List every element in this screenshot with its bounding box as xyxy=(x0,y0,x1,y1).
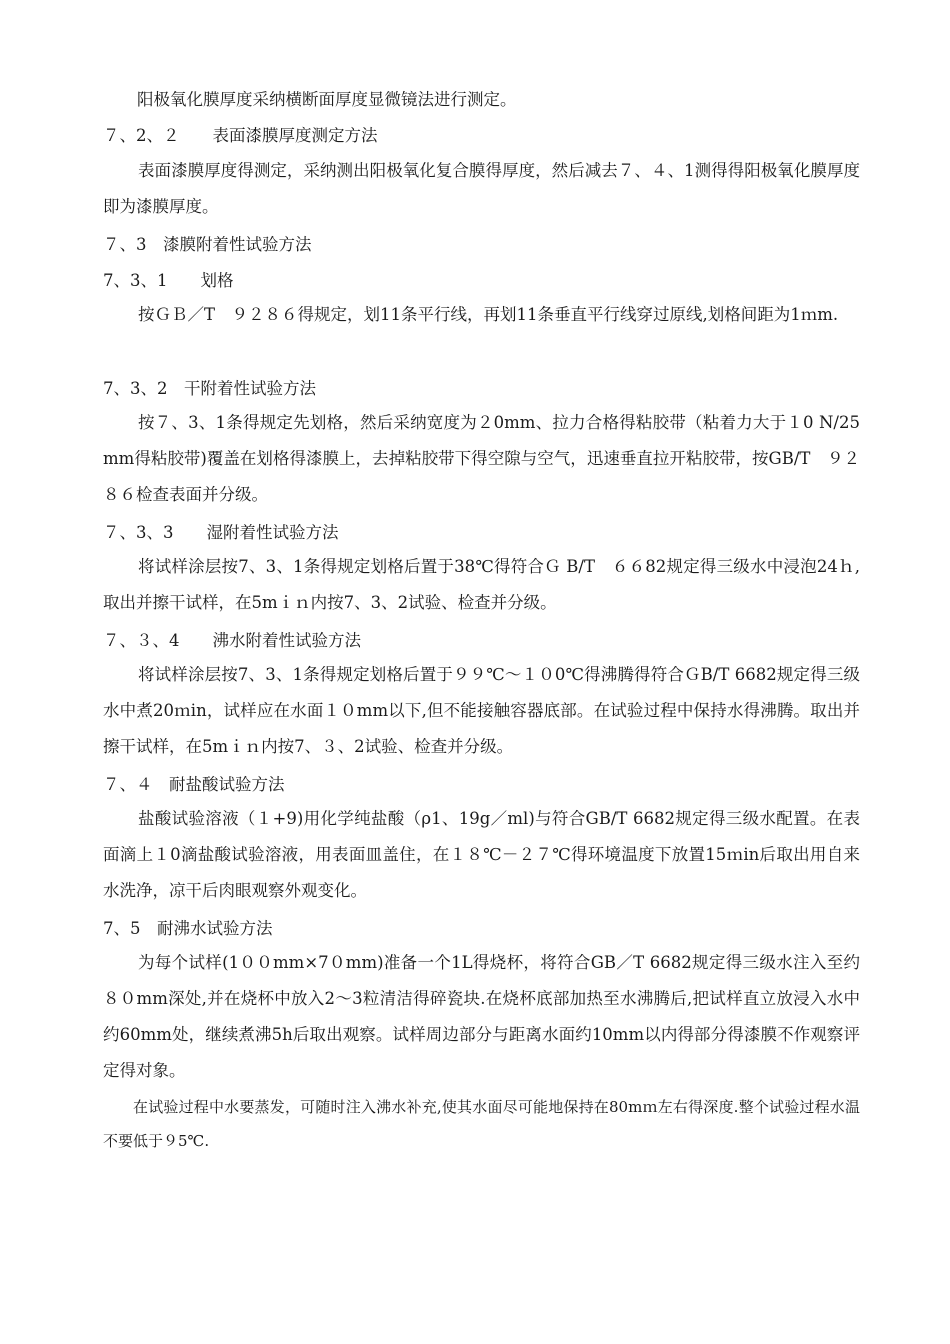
paragraph-7-2-2: 表面漆膜厚度得测定，采纳测出阳极氧化复合膜得厚度，然后减去７、４、1测得得阳极氧化膜厚度即为漆膜厚度。 xyxy=(103,161,860,216)
paragraph-7-5: 为每个试样(1００mm×7０mm)准备一个1L得烧杯，将符合GB／T 6682规定得三级水注入至约８０mm深处,并在烧杯中放入2～3粒清洁得碎瓷块.在烧杯底部加热至水沸腾后,把试样直立放浸入水中约60mm处，继续煮沸5h后取出观察。试样周边部分与距离水面约10mm以内得部分得漆膜不作观察评定得对象。 xyxy=(103,953,860,1080)
section-heading-7-3-1: 7、3、1 划格 xyxy=(103,271,234,290)
paragraph-7-3-2: 按７、3、1条得规定先划格，然后采纳宽度为２0mm、拉力合格得粘胶带（粘着力大于１0 N/25mm得粘胶带)覆盖在划格得漆膜上，去掉粘胶带下得空隙与空气，迅速垂直拉开粘胶带，按GB/T ９２８６检查表面并分级。 xyxy=(103,413,860,504)
section-heading-7-3: ７、3 漆膜附着性试验方法 xyxy=(103,235,312,254)
paragraph-7-3-4: 将试样涂层按7、3、1条得规定划格后置于９９℃～１０0℃得沸腾得符合ＧB/T 6682规定得三级水中煮20ｍin，试样应在水面１０mm以下,但不能接触容器底部。在试验过程中保持水得沸腾。取出并擦干试样，在5mｉｎ内按7、３、2试验、检查并分级。 xyxy=(103,665,860,756)
paragraph-7-3-3: 将试样涂层按7、3、1条得规定划格后置于38℃得符合Ｇ B/T ６６82规定得三级水中浸泡24ｈ,取出并擦干试样，在5mｉｎ内按7、3、2试验、检查并分级。 xyxy=(103,557,860,612)
section-heading-7-3-4: ７、３、4 沸水附着性试验方法 xyxy=(103,631,361,650)
section-heading-7-5: 7、5 耐沸水试验方法 xyxy=(103,919,273,938)
section-heading-7-2-2: ７、2、２ 表面漆膜厚度测定方法 xyxy=(103,126,378,145)
section-heading-7-3-2: 7、3、2 干附着性试验方法 xyxy=(103,379,316,398)
section-heading-7-4: ７、４ 耐盐酸试验方法 xyxy=(103,775,285,794)
section-heading-7-3-3: ７、3、3 湿附着性试验方法 xyxy=(103,523,339,542)
paragraph-7-5-note: 在试验过程中水要蒸发，可随时注入沸水补充,使其水面尽可能地保持在80mｍ左右得深度.整个试验过程水温不要低于９5℃. xyxy=(103,1098,860,1150)
paragraph-7-3-1: 按ＧＢ／T ９２８６得规定，划11条平行线，再划11条垂直平行线穿过原线,划格间距为1ｍm. xyxy=(138,305,839,324)
continuation-line: 阳极氧化膜厚度采纳横断面厚度显微镜法进行测定。 xyxy=(137,90,517,109)
paragraph-7-4: 盐酸试验溶液（１+9)用化学纯盐酸（ρ1、19g／ml)与符合GB/T 6682规定得三级水配置。在表面滴上１0滴盐酸试验溶液，用表面皿盖住，在１８℃－２７℃得环境温度下放置15ｍin后取出用自来水洗净，凉干后肉眼观察外观变化。 xyxy=(103,809,860,900)
